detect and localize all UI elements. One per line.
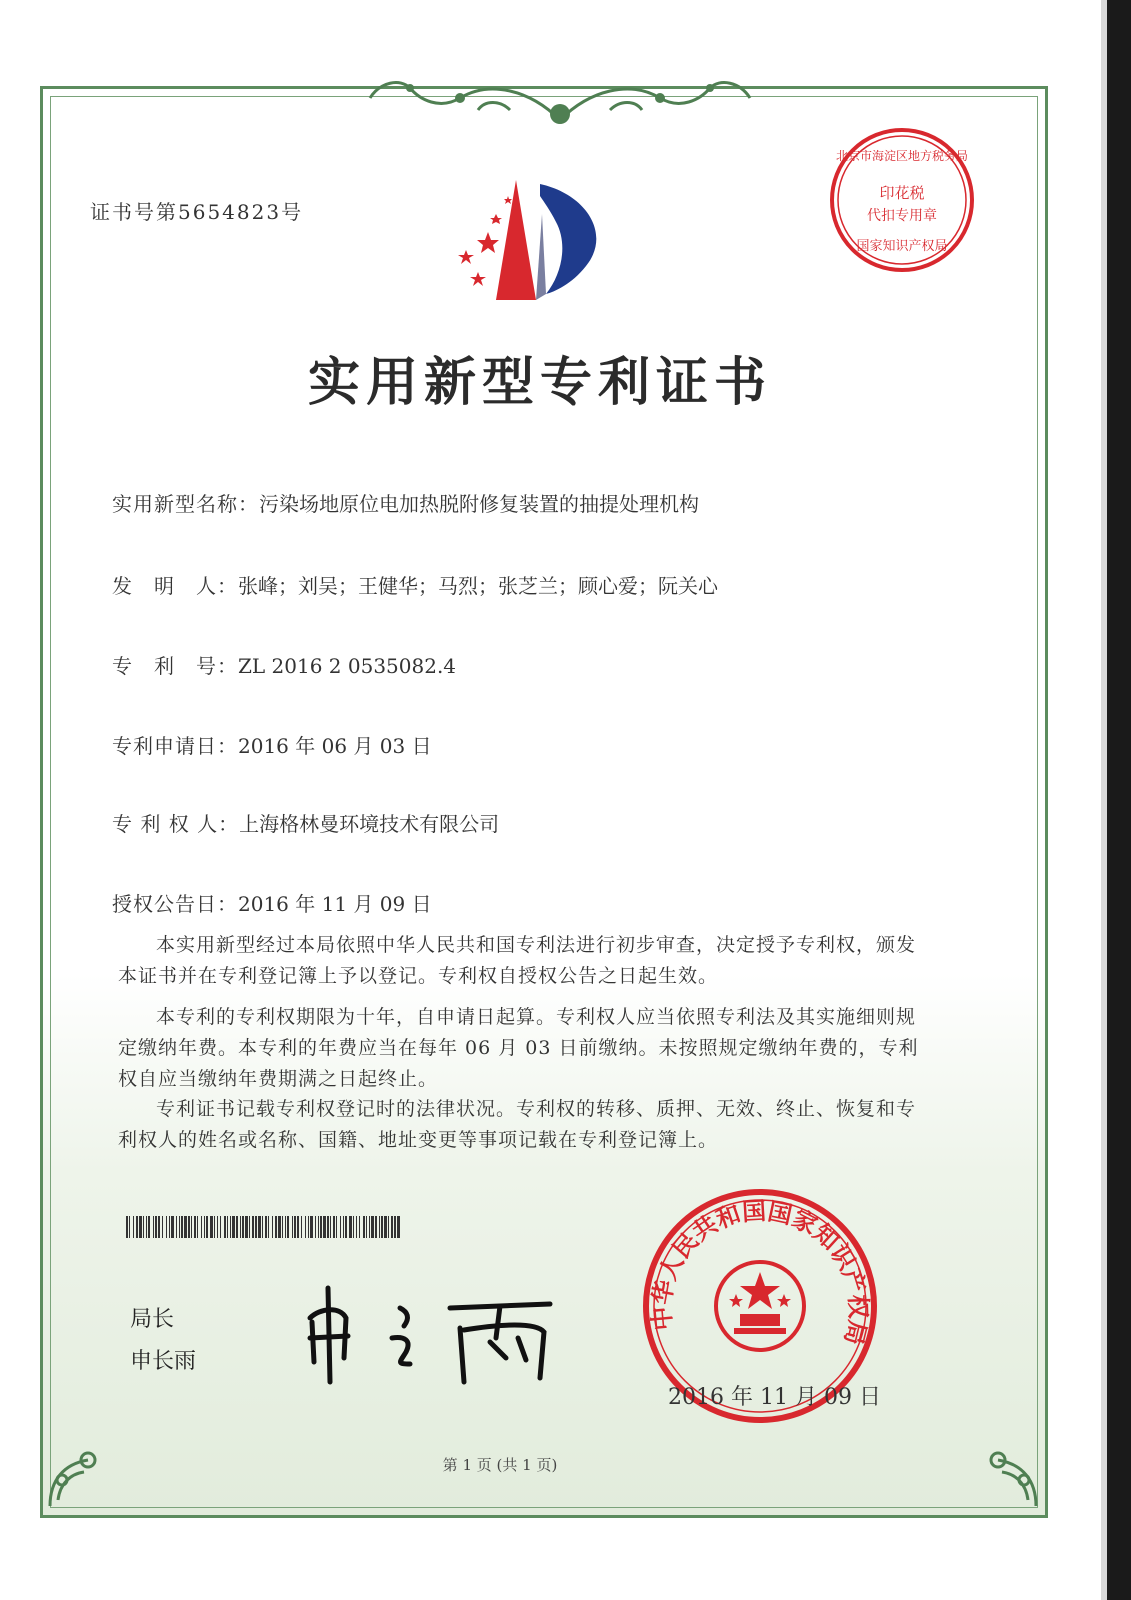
page-number: 第 1 页 (共 1 页) (442, 1456, 558, 1474)
field-label: 发 明 人： (112, 574, 238, 598)
field-application-date (112, 730, 432, 759)
field-value: ZL 2016 2 0535082.4 (238, 654, 457, 678)
field-label: 实用新型名称： (112, 492, 259, 516)
director-name: 申长雨 (130, 1349, 197, 1374)
patent-office-emblem-icon (436, 174, 612, 304)
paragraph-grant: 本实用新型经过本局依照中华人民共和国专利法进行初步审查，决定授予专利权，颁发本证书并在专利登记簿上予以登记。专利权自授权公告之日起生效。 (118, 934, 917, 987)
field-patent-number (112, 650, 456, 679)
tax-stamp-bottom-text: 国家知识产权局 (856, 239, 948, 254)
director-title: 局长 (130, 1307, 175, 1332)
tax-stamp-seal (826, 124, 978, 276)
field-label: 授权公告日： (112, 892, 238, 916)
tax-stamp-ring-text: 北京市海淀区地方税务局 (835, 149, 969, 163)
barcode (126, 1216, 402, 1238)
director-signature (300, 1278, 560, 1388)
field-value: 2016 年 06 月 03 日 (238, 734, 432, 758)
paragraph-term: 本专利的专利权期限为十年，自申请日起算。专利权人应当依照专利法及其实施细则规定缴纳年费。本专利的年费应当在每年 06 月 03 日前缴纳。未按照规定缴纳年费的，专利权自应当缴纳年费期满之日起终止。 (118, 1006, 919, 1090)
field-patentee (112, 808, 499, 837)
scan-border (1107, 0, 1131, 1600)
field-value: 上海格林曼环境技术有限公司 (239, 812, 500, 836)
field-grant-date (112, 888, 432, 917)
field-inventors (112, 570, 718, 599)
tax-stamp-line1: 印花税 (879, 184, 925, 202)
field-label: 专利申请日： (112, 734, 238, 758)
top-ornament-icon (360, 70, 760, 130)
national-emblem-icon (716, 1262, 804, 1350)
field-value: 张峰；刘吴；王健华；马烈；张芝兰；顾心爱；阮关心 (238, 574, 718, 598)
barcode-icon (126, 1216, 402, 1238)
field-label: 专 利 权 人： (112, 812, 240, 836)
corner-ornament-icon (972, 1440, 1042, 1510)
certificate-number: 证书号第5654823号 (90, 200, 304, 224)
seal-date: 2016 年 11 月 09 日 (668, 1385, 881, 1410)
field-value: 2016 年 11 月 09 日 (238, 892, 432, 916)
field-utility-model-name (112, 488, 699, 517)
page-title: 实用新型专利证书 (307, 352, 772, 413)
seal-ring-text: 中华人民共和国国家知识产权局 (647, 1196, 873, 1348)
corner-ornament-icon (44, 1440, 114, 1510)
tax-stamp-line2: 代扣专用章 (867, 208, 937, 224)
field-label: 专 利 号： (112, 654, 238, 678)
paragraph-legal-status: 专利证书记载专利权登记时的法律状况。专利权的转移、质押、无效、终止、恢复和专利权人的姓名或名称、国籍、地址变更等事项记载在专利登记簿上。 (118, 1098, 917, 1151)
field-value: 污染场地原位电加热脱附修复装置的抽提处理机构 (259, 492, 699, 516)
